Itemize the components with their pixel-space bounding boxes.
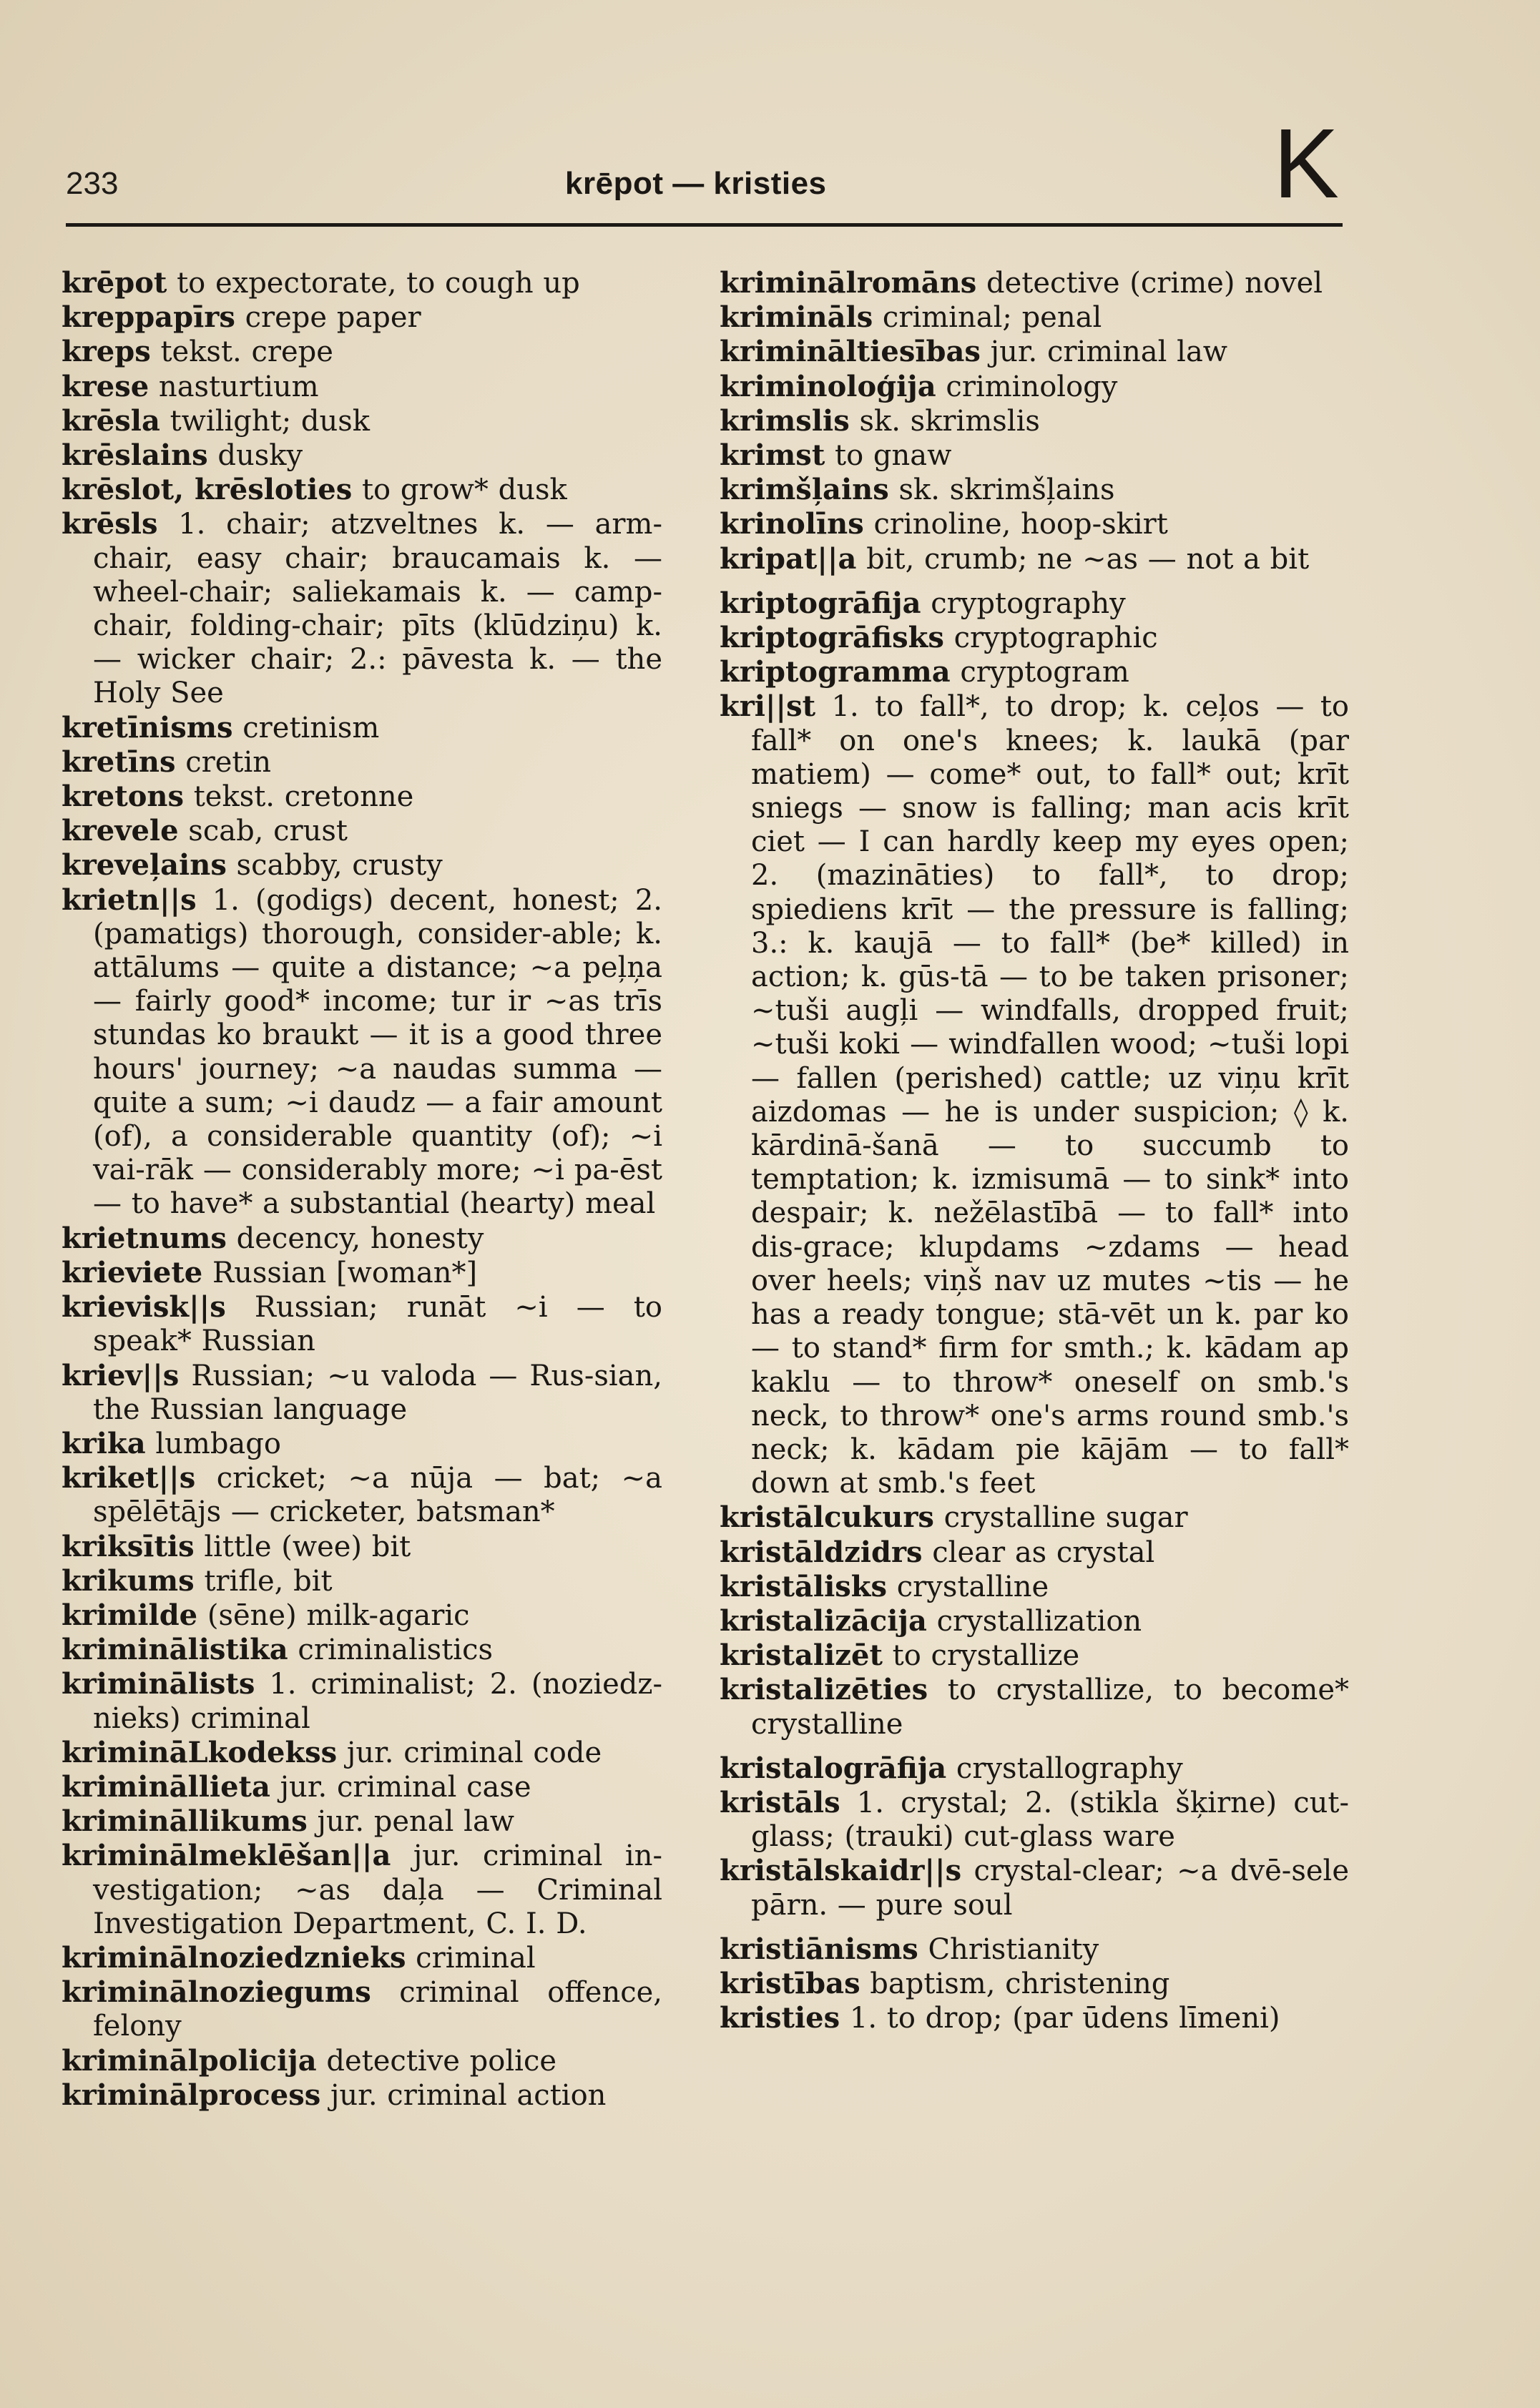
- headword: kristāls: [720, 1785, 840, 1819]
- dictionary-entry: [720, 507, 1349, 541]
- dictionary-entry: [720, 1751, 1349, 1786]
- headword: kri||st: [720, 689, 816, 724]
- definition: detective (crime) novel: [976, 267, 1323, 300]
- dictionary-entry: [720, 1604, 1349, 1638]
- definition: cryptogram: [950, 656, 1129, 689]
- definition: sk. skrimslis: [849, 404, 1040, 438]
- definition: criminalistics: [288, 1633, 493, 1667]
- headword: kriptogrāfija: [720, 586, 921, 620]
- definition: crystalline: [887, 1570, 1049, 1603]
- headword: kristālcukurs: [720, 1500, 934, 1535]
- headword: kristalizācija: [720, 1603, 927, 1638]
- section-letter: K: [1272, 109, 1339, 219]
- headword: kreppapīrs: [62, 300, 235, 335]
- definition: to gnaw: [825, 439, 952, 473]
- dictionary-entry: [62, 2044, 662, 2078]
- headword: kristāldzidrs: [720, 1535, 923, 1569]
- dictionary-entry: [720, 542, 1349, 576]
- headword: kriminālnoziegums: [62, 1975, 371, 2010]
- headword: kretīnisms: [62, 710, 233, 744]
- headword: krēslains: [62, 438, 208, 473]
- definition: tekst. cretonne: [184, 780, 414, 814]
- definition: to expectorate, to cough up: [167, 267, 580, 300]
- dictionary-entry: [62, 883, 662, 1222]
- definition: crinoline, hoop-skirt: [863, 508, 1168, 541]
- definition: decency, honesty: [226, 1222, 484, 1255]
- definition: 1. crystal; 2. (stikla šķirne) cut-glass; (trauki) cut-glass ware: [751, 1786, 1349, 1854]
- headword: krimināllikums: [62, 1804, 308, 1839]
- definition: sk. skrimšļains: [888, 473, 1115, 507]
- dictionary-entry: [62, 300, 662, 335]
- definition: jur. penal law: [307, 1805, 515, 1839]
- definition: little (wee) bit: [194, 1530, 411, 1563]
- dictionary-entry: [720, 1673, 1349, 1741]
- dictionary-entry: [62, 1461, 662, 1529]
- dictionary-entry: [62, 266, 662, 300]
- dictionary-entry: [62, 1427, 662, 1461]
- headword: krika: [62, 1426, 146, 1460]
- definition: cryptographic: [943, 621, 1158, 655]
- definition: cretin: [175, 745, 272, 779]
- right-column: [720, 266, 1349, 2035]
- definition: cricket; ~a nūja — bat; ~a spēlētājs — cricketer, batsman*: [93, 1462, 662, 1529]
- dictionary-entry: [62, 1736, 662, 1770]
- headword: kristalizēt: [720, 1638, 883, 1673]
- headword: kristalizēties: [720, 1673, 928, 1707]
- page-number: 233: [66, 166, 119, 201]
- dictionary-entry: [62, 1290, 662, 1358]
- dictionary-entry: [720, 1535, 1349, 1570]
- definition: bit, crumb; ne ~as — not a bit: [856, 542, 1310, 576]
- dictionary-entry: [720, 335, 1349, 369]
- headword: kriptogramma: [720, 655, 951, 689]
- headword: kriket||s: [62, 1461, 196, 1495]
- dictionary-entry: [720, 655, 1349, 689]
- headword: kriminālistika: [62, 1633, 288, 1667]
- definition: to crystallize, to become* crystalline: [751, 1674, 1349, 1741]
- headword: krese: [62, 369, 149, 403]
- headword: kreveļains: [62, 848, 227, 883]
- dictionary-entry: [62, 1256, 662, 1290]
- dictionary-entry: [720, 2001, 1349, 2035]
- dictionary-entry: [720, 689, 1349, 1500]
- dictionary-entry: [62, 1975, 662, 2043]
- definition: crystallography: [946, 1751, 1183, 1785]
- definition: baptism, christening: [860, 1967, 1170, 2000]
- definition: 1. to fall*, to drop; k. ceļos — to fall* on one's knees; k. laukā (par matiem) — come* out, to fall* out; krīt sniegs — snow is falling; man acis krīt ciet — I can hardly keep my eyes open; 2. (mazināties) to fall*, to drop; spiediens krīt — the pressure is falling; 3.: k. kaujā — to fall* (be* killed) in action; k. gūs-tā — to be taken prisoner; ~tuši augļi — windfalls, dropped fruit; ~tuši koki — windfallen wood; ~tuši lopi — fallen (perished) cattle; uz viņu krīt aizdomas — he is under suspicion; ◊ k. kārdinā-šanā — to succumb to temptation; k. izmisumā — to sink* into despair; k. nežēlastībā — to fall* into dis-grace; klupdams ~zdams — head over heels; viņš nav uz mutes ~tis — he has a ready tongue; stā-vēt un k. par ko — to stand* firm for smth.; k. kādam ap kaklu — to throw* oneself on smb.'s neck, to throw* one's arms round smb.'s neck; k. kādam pie kājām — to fall* down at smb.'s feet: [751, 690, 1349, 1500]
- headword: krimslis: [720, 403, 850, 438]
- dictionary-entry: [62, 711, 662, 745]
- headword: kristalogrāfija: [720, 1751, 947, 1785]
- headword: krietn||s: [62, 883, 197, 917]
- headword: krimšļains: [720, 473, 889, 507]
- dictionary-entry: [720, 1638, 1349, 1673]
- dictionary-entry: [62, 1530, 662, 1564]
- running-head: krēpot — kristies: [565, 166, 827, 201]
- dictionary-entry: [720, 438, 1349, 473]
- dictionary-entry: [62, 1804, 662, 1839]
- definition: Russian; ~u valoda — Rus-sian, the Russian language: [93, 1359, 662, 1426]
- headword: kristības: [720, 1966, 860, 2000]
- dictionary-entry: [720, 1854, 1349, 1922]
- dictionary-entry: [62, 438, 662, 473]
- definition: cryptography: [921, 586, 1126, 620]
- definition: clear as crystal: [922, 1535, 1155, 1569]
- dictionary-entry: [62, 404, 662, 438]
- dictionary-entry: [62, 1839, 662, 1941]
- headword: kripat||a: [720, 541, 857, 576]
- definition: dusky: [207, 439, 303, 473]
- dictionary-entry: [62, 370, 662, 404]
- header-rule: [66, 223, 1343, 227]
- dictionary-entry: [62, 335, 662, 369]
- headword: krinolīns: [720, 507, 864, 541]
- headword: kristiānisms: [720, 1932, 918, 1966]
- headword: kriminālists: [62, 1667, 255, 1701]
- headword: krievisk||s: [62, 1290, 226, 1325]
- definition: cretinism: [232, 711, 380, 744]
- dictionary-entry: [62, 1770, 662, 1804]
- headword: kriminālmeklēšan||a: [62, 1839, 391, 1873]
- definition: Russian [woman*]: [202, 1256, 478, 1289]
- definition: jur. criminal in-vestigation; ~as daļa — Criminal Investigation Department, C. I. D.: [93, 1839, 662, 1940]
- headword: krikums: [62, 1563, 195, 1598]
- dictionary-entry: [720, 1786, 1349, 1854]
- definition: lumbago: [145, 1427, 281, 1460]
- headword: kriksītis: [62, 1529, 195, 1563]
- definition: scabby, crusty: [226, 849, 443, 883]
- headword: krimināLkodekss: [62, 1735, 338, 1769]
- headword: kriminālprocess: [62, 2078, 321, 2112]
- definition: scab, crust: [178, 815, 348, 848]
- dictionary-entry: [720, 370, 1349, 404]
- definition: detective police: [316, 2044, 557, 2078]
- dictionary-entry: [720, 621, 1349, 655]
- dictionary-entry: [62, 1598, 662, 1633]
- definition: (sēne) milk-agaric: [197, 1598, 470, 1632]
- dictionary-entry: [720, 1967, 1349, 2001]
- dictionary-entry: [62, 2078, 662, 2113]
- definition: crepe paper: [235, 301, 421, 335]
- headword: kriminālromāns: [720, 266, 977, 300]
- definition: 1. criminalist; 2. (noziedz-nieks) criminal: [93, 1668, 662, 1735]
- definition: criminology: [936, 370, 1118, 403]
- headword: krēsls: [62, 507, 158, 541]
- definition: twilight; dusk: [160, 404, 371, 438]
- dictionary-entry: [62, 1667, 662, 1735]
- headword: krevele: [62, 814, 179, 848]
- dictionary-entry: [720, 300, 1349, 335]
- dictionary-entry: [720, 473, 1349, 507]
- dictionary-entry: [62, 814, 662, 848]
- dictionary-entry: [720, 586, 1349, 621]
- headword: kreps: [62, 335, 151, 369]
- definition: jur. criminal action: [320, 2078, 607, 2112]
- definition: Russian; runāt ~i — to speak* Russian: [93, 1291, 662, 1358]
- dictionary-entry: [62, 507, 662, 710]
- dictionary-entry: [62, 745, 662, 780]
- dictionary-entry: [720, 404, 1349, 438]
- definition: crystalline sugar: [933, 1501, 1188, 1535]
- definition: crystal-clear; ~a dvē-sele pārn. — pure soul: [751, 1854, 1349, 1922]
- headword: kretons: [62, 780, 184, 814]
- headword: krimināls: [720, 300, 873, 335]
- headword: kristies: [720, 2001, 840, 2035]
- dictionary-entry: [62, 1222, 662, 1256]
- dictionary-entry: [62, 1941, 662, 1975]
- definition: 1. chair; atzveltnes k. — arm-chair, easy chair; braucamais k. — wheel-chair; saliekamais k. — camp-chair, folding-chair; pīts (klūdziņu) k. — wicker chair; 2.: pāvesta k. — the Holy See: [93, 508, 662, 710]
- headword: kriev||s: [62, 1358, 180, 1392]
- dictionary-entry: [62, 780, 662, 814]
- headword: krietnums: [62, 1221, 227, 1255]
- dictionary-entry: [62, 1564, 662, 1598]
- definition: criminal offence, felony: [93, 1976, 662, 2043]
- definition: 1. to drop; (par ūdens līmeni): [840, 2002, 1280, 2035]
- dictionary-entry: [720, 1932, 1349, 1967]
- definition: criminal; penal: [873, 301, 1102, 335]
- headword: kretīns: [62, 744, 176, 779]
- headword: krēsla: [62, 403, 160, 438]
- headword: krimināllieta: [62, 1769, 270, 1804]
- headword: krimst: [720, 438, 825, 473]
- definition: crystallization: [926, 1604, 1142, 1638]
- headword: kriminālnoziedznieks: [62, 1940, 406, 1975]
- headword: krēpot: [62, 266, 167, 300]
- definition: tekst. crepe: [150, 335, 333, 369]
- dictionary-entry: [62, 1359, 662, 1427]
- headword: kristālisks: [720, 1569, 888, 1603]
- dictionary-entry: [720, 1570, 1349, 1604]
- dictionary-entry: [62, 1633, 662, 1667]
- left-column: [62, 266, 662, 2113]
- headword: kriminālpolicija: [62, 2043, 317, 2078]
- headword: kriptogrāfisks: [720, 621, 944, 655]
- definition: trifle, bit: [194, 1564, 333, 1598]
- dictionary-entry: [720, 266, 1349, 300]
- headword: krimilde: [62, 1598, 198, 1632]
- definition: nasturtium: [149, 370, 319, 403]
- headword: kriminoloģija: [720, 369, 936, 403]
- definition: jur. criminal case: [270, 1770, 531, 1804]
- definition: criminal: [406, 1941, 536, 1975]
- dictionary-entry: [62, 473, 662, 507]
- headword: krēslot, krēsloties: [62, 473, 353, 507]
- definition: to grow* dusk: [352, 473, 567, 507]
- definition: jur. criminal code: [337, 1736, 602, 1769]
- dictionary-entry: [62, 848, 662, 883]
- definition: 1. (godigs) decent, honest; 2. (pamatigs) thorough, consider-able; k. attālums — quite a distance; ~a peļņa — fairly good* income; tur ir ~as trīs stundas ko braukt — it is a good three hours' journey; ~a naudas summa — quite a sum; ~i daudz — a fair amount (of), a considerable quantity (of); ~i vai-rāk — considerably more; ~i pa-ēst — to have* a substantial (hearty) meal: [93, 883, 662, 1221]
- definition: to crystallize: [882, 1639, 1080, 1673]
- page-header: [64, 109, 1345, 222]
- headword: krimināltiesības: [720, 335, 981, 369]
- headword: krieviete: [62, 1255, 203, 1289]
- definition: jur. criminal law: [980, 335, 1228, 369]
- definition: Christianity: [918, 1932, 1099, 1966]
- dictionary-entry: [720, 1500, 1349, 1535]
- headword: kristālskaidr||s: [720, 1854, 962, 1888]
